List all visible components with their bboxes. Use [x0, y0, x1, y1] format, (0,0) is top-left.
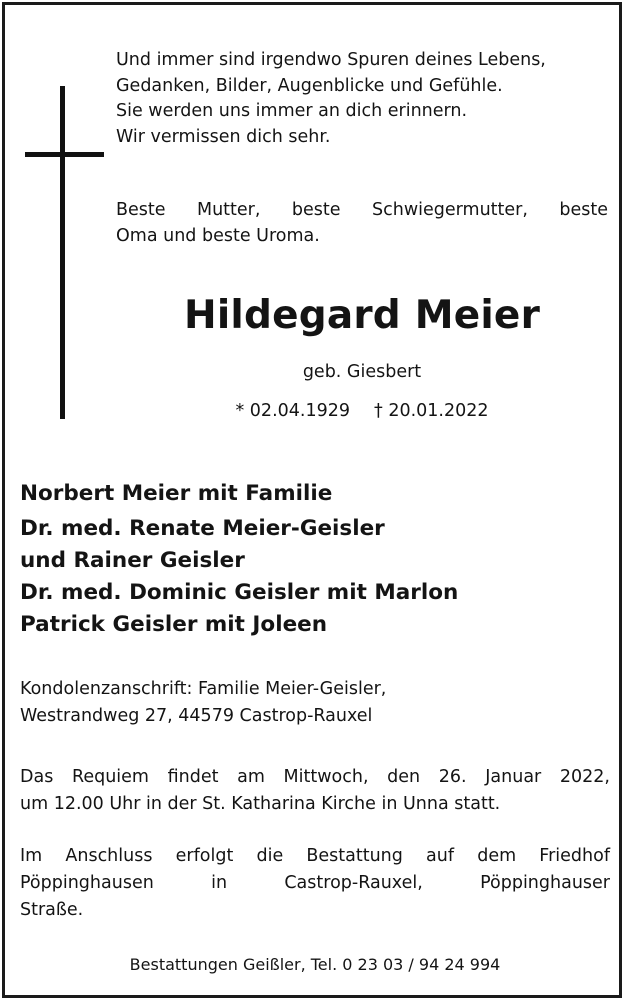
poem-line: Sie werden uns immer an dich erinnern.	[116, 101, 468, 121]
mourner: Dr. med. Renate Meier-Geisler	[20, 516, 385, 541]
funeral-home-contact: Bestattungen Geißler, Tel. 0 23 03 / 94 24 994	[129, 955, 501, 974]
poem-line: Gedanken, Bilder, Augenblicke und Gefühle.	[116, 75, 503, 96]
birth-name: geb. Giesbert	[302, 362, 422, 382]
poem	[116, 48, 608, 150]
dedication-line: Oma und beste Uroma.	[116, 226, 320, 246]
burial-line: Im Anschluss erfolgt die Bestattung auf dem Friedhof	[20, 846, 610, 866]
dedication-line: Beste Mutter, beste Schwiegermutter, beste	[116, 200, 608, 220]
condolence-address	[20, 676, 610, 730]
burial-line: Straße.	[20, 900, 84, 920]
death-date: † 20.01.2022	[374, 401, 489, 421]
mourner: Patrick Geisler mit Joleen	[20, 612, 328, 637]
requiem-line: um 12.00 Uhr in der St. Katharina Kirche in Unna statt.	[20, 794, 501, 814]
condolence-line: Westrandweg 27, 44579 Castrop-Rauxel	[20, 706, 373, 726]
life-dates	[116, 398, 608, 424]
mourner: Dr. med. Dominic Geisler mit Marlon	[20, 580, 459, 605]
poem-line: Und immer sind irgendwo Spuren deines Lebens,	[116, 50, 546, 70]
mourner: Norbert Meier mit Familie	[20, 481, 333, 506]
cross-icon-beam	[25, 152, 104, 157]
condolence-line: Kondolenzanschrift: Familie Meier-Geisler,	[20, 679, 387, 699]
dedication	[116, 197, 608, 249]
cross-icon	[60, 86, 65, 419]
burial-info	[20, 843, 610, 924]
mourner: und Rainer Geisler	[20, 548, 245, 573]
deceased-name: Hildegard Meier	[183, 293, 541, 338]
requiem-line: Das Requiem findet am Mittwoch, den 26. Januar 2022,	[20, 767, 610, 787]
poem-line: Wir vermissen dich sehr.	[116, 126, 331, 147]
mourners-list	[20, 478, 610, 641]
birth-date: * 02.04.1929	[235, 401, 350, 421]
requiem-info	[20, 764, 610, 818]
burial-line: Pöppinghausen in Castrop-Rauxel, Pöppinghauser	[20, 873, 610, 893]
